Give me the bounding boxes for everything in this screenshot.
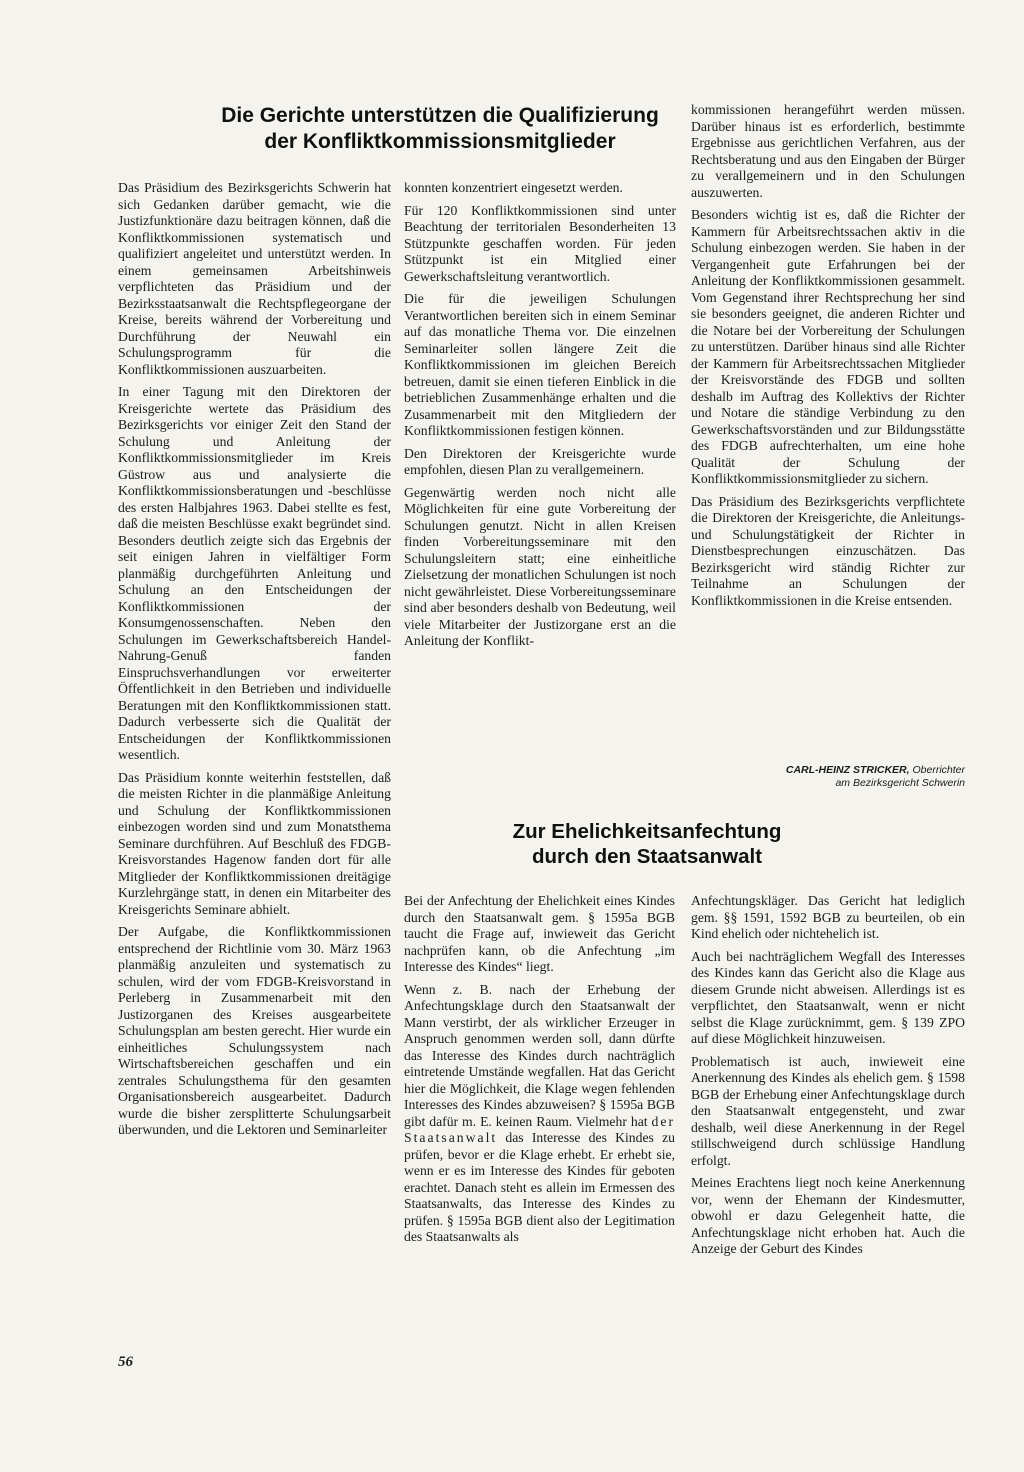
author-signature (691, 764, 965, 790)
paragraph: konnten konzentriert eingesetzt werden. (404, 180, 623, 195)
paragraph: Problematisch ist auch, inwieweit eine Anerkennung des Kindes als ehelich gem. § 1598 BGB der Erhebung einer Anfechtungsklage durch den Staatsanwalt entgegensteht, und zwar deshalb, weil diese Anerkennung in der Regel stillschweigend durch schlüssige Handlung erfolgt. (691, 1053, 965, 1168)
paragraph: Der Aufgabe, die Konfliktkommissionen entsprechend der Richtlinie vom 30. März 1963 planmäßig anzuleiten und systematisch zu schulen, wird der vom FDGB-Kreisvorstand in Perleberg in Zusammenarbeit mit den Justizorganen des Kreises ausgearbeitete Schulungsplan am besten gerecht. Hier wurde ein einheitliches Schulungssystem nach Wirtschaftsbereichen geschaffen und ein zentrales Schulungsthema für den gesamten Organisationsbereich ausgearbeitet. Dadurch wurde die bisher zersplitterte Schulungsarbeit überwunden, und die Lektoren und Seminarleiter (118, 924, 391, 1137)
author-role: Oberrichter (912, 764, 965, 776)
paragraph (404, 982, 675, 1246)
paragraph: Meines Erachtens liegt noch keine Anerkennung vor, wenn der Ehemann der Kindesmutter, obwohl er dazu Gelegenheit hatte, die Anfechtungsklage nicht erhoben hat. Auch die Anzeige der Geburt des Kindes (691, 1175, 965, 1256)
paragraph: In einer Tagung mit den Direktoren der Kreisgerichte wertete das Präsidium des Bezirksgerichts vor einiger Zeit den Stand der Schulung und Anleitung der Konfliktkommissionsmitglieder im Kreis Güstrow aus und analysierte die Konfliktkommissionsberatungen und -beschlüsse des ersten Halbjahres 1963. Dabei stellte es fest, daß die meisten Beschlüsse exakt begründet sind. Besonders deutlich zeigte sich das Ergebnis der seit einigen Jahren in vielfältiger Form planmäßig durchgeführten Anleitung und Schulung an den Entscheidungen der Konfliktkommissionen der Konsumgenossenschaften. Neben den Schulungen im Gewerkschaftsbereich Handel-Nahrung-Genuß fanden Einspruchsverhandlungen vor erweiterter Öffentlichkeit in den Betrieben und individuelle Beratungen mit den Konfliktkommissionen statt. Dadurch verbesserte sich die Qualität der Entscheidungen der Konfliktkommissionen wesentlich. (118, 384, 391, 762)
author-name: CARL-HEINZ STRICKER, (785, 764, 910, 776)
emphasized-text: der Staatsanwalt (404, 1113, 676, 1145)
author-place: am Bezirksgericht Schwerin (835, 777, 965, 789)
paragraph: Das Präsidium des Bezirksgerichts Schwerin hat sich Gedanken darüber gemacht, wie die Justizfunktionäre dazu beitragen können, daß die Konfliktkommissionen systematisch und qualifiziert angeleitet und unterstützt werden. In einem gemeinsamen Arbeitshinweis verpflichteten das Präsidium und der Bezirksstaatsanwalt die Rechtspflegeorgane der Kreise, bereits während der Vorbereitung und Durchführung der Neuwahl ein Schulungsprogramm für die Konfliktkommissionen auszuarbeiten. (118, 180, 391, 377)
paragraph: kommissionen herangeführt werden müssen. Darüber hinaus ist es erforderlich, bestimmte Ergebnisse aus gerichtlichen Verfahren, aus der Rechtsberatung und aus den Eingaben der Bürger zu verallgemeinern und in den Schulungen auszuwerten. (691, 102, 965, 200)
paragraph-text: das Interesse des Kindes zu prüfen, bevor er die Klage erhebt. Er erhebt sie, wenn er es im Interesse des Kindes für geboten erachtet. Danach steht es allein im Ermessen des Staatsanwalts, das Interesse des Kindes zu prüfen. § 1595a BGB dient also der Legitimation des Staatsanwalts als (404, 1130, 675, 1244)
page-number: 56 (118, 1354, 133, 1370)
paragraph-text: Wenn z. B. nach der Erhebung der Anfechtungsklage durch den Staatsanwalt der Mann verstirbt, der als wirklicher Erzeuger in Anspruch genommen werden soll, dann dürfte das Interesse des Kindes durch nachträglich eintretende Umstände wegfallen. Hat das Gericht hier die Möglichkeit, die Klage wegen fehlenden Interesses des Kindes abzuweisen? § 1595a BGB gibt dafür m. E. keinen Raum. Vielmehr hat (404, 981, 675, 1129)
article-column-2 (404, 180, 676, 656)
paragraph: Besonders wichtig ist es, daß die Richter der Kammern für Arbeitsrechtssachen aktiv in die Schulung einbezogen werden. Sie haben in der Vergangenheit gute Erfahrungen bei der Anleitung der Konfliktkommissionen gesammelt. Vom Gegenstand ihrer Rechtsprechung her sind sie besonders geeignet, die anderen Richter und die Notare bei der Vorbereitung der Schulungen zu unterstützen. Darüber hinaus sind alle Richter der Kammern für Arbeitsrechtssachen Mitglieder der Kreisvorstände des FDGB und sollten deshalb im Auftrag des Kollektivs der Richter und Notare die ständige Verbindung zu den Gewerkschaftsvorständen und zur Bildungsstätte des FDGB aufrechterhalten, um eine hohe Qualität der Schulung der Konfliktkommissionsmitglieder zu sichern. (691, 207, 965, 486)
article-title: Die Gerichte unterstützen die Qualifizierung der Konfliktkommissionsmitglieder (221, 104, 659, 153)
paragraph: Das Präsidium des Bezirksgerichts verpflichtete die Direktoren der Kreisgerichte, die Anleitungs- und Schulungstätigkeit der Richter in Dienstbesprechungen einzuschätzen. Das Bezirksgericht wird ständig Richter zur Teilnahme an Schulungen der Konfliktkommissionen in die Kreise entsenden. (691, 493, 965, 608)
paragraph: Anfechtungskläger. Das Gericht hat lediglich gem. §§ 1591, 1592 BGB zu beurteilen, ob ein Kind ehelich oder nichtehelich ist. (691, 893, 965, 941)
paragraph: Gegenwärtig werden noch nicht alle Möglichkeiten für eine gute Vorbereitung der Schulungen genutzt. Nicht in allen Kreisen finden Vorbereitungsseminare mit den Schulungsleitern statt; eine einheitliche Zielsetzung der monatlichen Schulungen ist noch nicht gewährleistet. Diese Vorbereitungsseminare sind aber besonders deshalb von Bedeutung, weil viele Mitarbeiter der Justizorgane erst an die Anleitung der Konflikt- (404, 484, 676, 648)
paragraph: Für 120 Konfliktkommissionen sind unter Beachtung der territorialen Besonderheiten 13 Stützpunkte geschaffen worden. Für jeden Stützpunkt ist ein Mitglied einer Gewerkschaftsleitung verantwortlich. (404, 202, 676, 284)
paragraph: Den Direktoren der Kreisgerichte wurde empfohlen, diesen Plan zu verallgemeinern. (404, 445, 676, 477)
article-column-3 (691, 102, 965, 615)
article2-column-2 (691, 893, 965, 1264)
paragraph: Bei der Anfechtung der Ehelichkeit eines Kindes durch den Staatsanwalt gem. § 1595a BGB taucht die Frage auf, inwieweit das Gericht nachprüfen kann, ob die Anfechtung „im Interesse des Kindes“ liegt. (404, 893, 675, 974)
article-title-2: Zur Ehelichkeitsanfechtung durch den Staatsanwalt (512, 820, 782, 868)
article-column-1 (118, 180, 391, 1145)
article2-column-1 (404, 893, 675, 1252)
paragraph: Auch bei nachträglichem Wegfall des Interesses des Kindes kann das Gericht also die Klage aus diesem Grunde nicht abweisen. Allerdings ist es verpflichtet, den Staatsanwalt, wenn er nicht selbst die Klage zurücknimmt, gem. § 139 ZPO auf diese Möglichkeit hinzuweisen. (691, 948, 965, 1046)
paragraph: Die für die jeweiligen Schulungen Verantwortlichen bereiten sich in einem Seminar auf das monatliche Thema vor. Die einzelnen Seminarleiter sollen längere Zeit die Konfliktkommissionen im gleichen Bereich betreuen, damit sie einen tieferen Einblick in die betrieblichen Zusammenhänge erhalten und die Zusammenarbeit mit den Mitgliedern der Konfliktkommissionen festigen können. (404, 291, 676, 438)
paragraph: Das Präsidium konnte weiterhin feststellen, daß die meisten Richter in die planmäßige Anleitung und Schulung der Konfliktkommissionen einbezogen worden sind und zum Monatsthema Seminare durchführen. Auf Beschluß des FDGB-Kreisvorstandes Hagenow fanden dort für alle Mitglieder der Konfliktkommissionen dreitägige Kurzlehrgänge statt, in denen ein Mitarbeiter des Kreisgerichts Seminare abhielt. (118, 769, 391, 917)
